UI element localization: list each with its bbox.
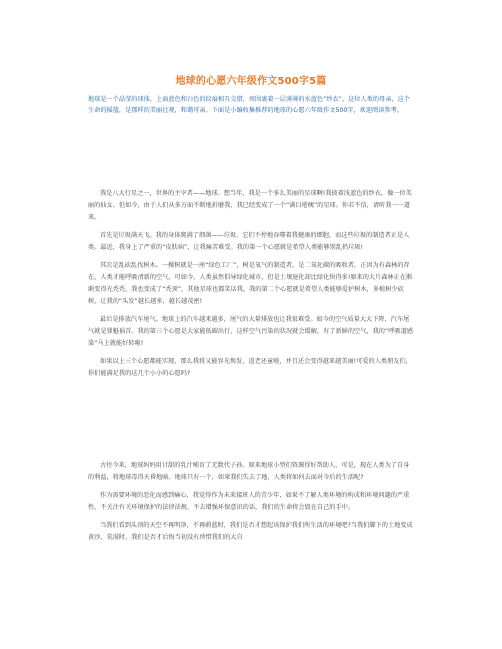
essay-two-paragraph: 古往今来，地球妈妈用甘甜的乳汁哺育了无数代子孙。原来地球小型们资源得好帮助人，可是，现在人类为了自身的利益，将地球毒得天昏地暗。地球只有一个，如果我们失去了地，人类将如何去面对今后的生活呢? [88,462,410,481]
essay-two [88,460,413,550]
essay-one-paragraph: 我是八大行星之一，世界的主宰者——地球。想当年，我是一个多么美丽的星球啊!我披着浅蓝色的纱衣，像一位美丽的仙女。但如今，由于人们从多方面不断地折磨我，我已经变成了一个“满目疮痍”的星球。你若不信，请听我一一道来。 [88,190,412,221]
essay-two-paragraph: 当我们看到头顶的天空不再明净，不再蔚蓝时，我们是否才想起该保护我们所生活的环境吧?当我们脚下的土地变成黄沙、荒漠时，我们是否才后悔当初没有珍惜我们的大自 [88,522,413,541]
essay-one-paragraph: 其次是乱砍乱伐树木。一棵树就是一座“绿色工厂”，树是氧气的制造者，是二氧化碳的吸收者，正因为有森林的存在，人类才能呼吸清新的空气。可如今，人类虽然倡导绿化城市，但是土壤退化却比绿化快得多!原来的大片森林正在渐渐变得光秃秃，我也变成了“秃顶”，其他星球也都笑话我。我的第二个心愿就是希望人类能够爱护树木，多植树少砍树，让我的“头发”越长越多，越长越茂密! [88,262,413,305]
intro-paragraph: 地球是一个晶莹的球体，上面蓝色和白色的纹痕相互交错，周围裹着一层薄薄的水蓝色“纱衣”。这位人类的母亲，这个生命的摇篮，是那样的美丽壮观，和蔼可亲。下面是小编收集推荐的地球的心愿六年级作文500字，欢迎阅读参考。 [88,96,410,114]
essay-one-paragraph: 最后是排放汽车尾气。地球上的汽车越来越多，尾气的大量排放也让我很难受。如今的空气质量大大下降，汽车尾气就是罪魁祸首。我的第三个心愿是大家能低碳出行，这样空气污染的状况就会缓解，有了新鲜的空气，我的“呼吸道感染”马上就能好转啦! [88,316,413,347]
essay-one [88,188,413,386]
essay-two-paragraph: 作为需要环境的恶化而感到痛心，我觉得作为未来接班人的青少年，如果不了解人类环境的构成和环境问题的严重性，不关注有关环境保护的法律法规，不去增强环保意识的话，我们的生命将会毁在自己的手中。 [88,492,410,511]
document-title: 地球的心愿六年级作文500字5篇 [175,76,327,87]
essay-one-paragraph: 首先是垃圾满天飞。我的身体爬满了细菌——垃圾，它们不停地吞噬着我健康的细胞，而这些垃圾的制造者正是人类。最近，我身上了严重的“皮肤病”，让我痛苦难受。我的第一个心愿就是希望人类能够别乱扔垃圾! [88,232,410,251]
essay-one-paragraph: 如果以上三个心愿都能实现，那么我将又能容光焕发，返老还童啦，并且还会变得越来越美丽!可爱的人类朋友们，你们能满足我的这几个小小的心愿吗? [88,358,412,377]
